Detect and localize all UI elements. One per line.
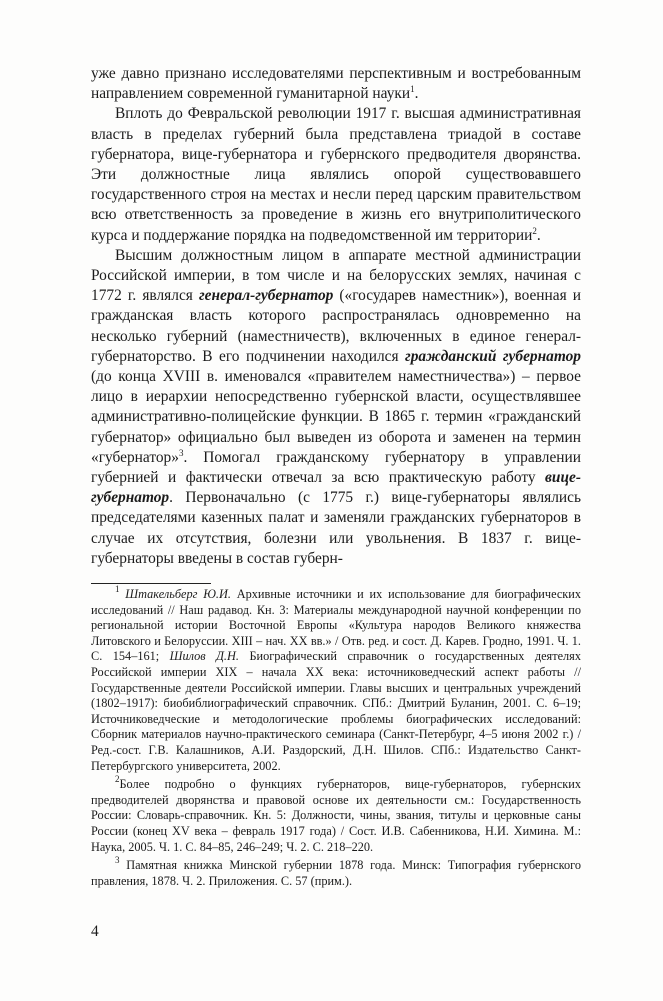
- footnote-1-text-1: Архивные источники и их использование для биографических исследований // Наш радавод. Кн. 3: Материалы международной научной конференции по региональной истории Восточной Европы «Культура народов Великого княжества Литовского и Белоруссии. XIII – нач. XX вв.» / Отв. ред. и сост. Д. Карев. Гродно, 1991. Ч. 1. С. 154–161;: [91, 587, 582, 664]
- term-vice-governor: вице-губернатор: [91, 469, 581, 507]
- paragraph-3-text-a: Высшим должностным лицом в аппарате местной администрации Российской империи, в том числе и на белорусских землях, начиная с 1772 г. являлся: [91, 246, 581, 305]
- footnote-2-mark: 2: [115, 774, 120, 785]
- footnote-2: [91, 774, 581, 855]
- term-civil-governor: гражданский губернатор: [405, 347, 581, 365]
- footnote-divider: [91, 583, 211, 584]
- footnote-1-text-2: Биографический справочник о государственных деятелях Российской империи XIX – начала XX века: источниковедческий аспект работы // Государственные деятели Российской империи. Главы высших и центральных учреждений (1802–1917): биобиблиографический справочник. СПб.: Дмитрий Буланин, 2001. С. 6–19; Источниковедческие и методологические проблемы биографических исследований: Сборник материалов научно-практического семинара (Санкт-Петербург, 4–5 июня 2002 г.) / Ред.-сост. Г.В. Калашников, А.И. Раздорский, Д.Н. Шилов. СПб.: Издательство Санкт-Петербургского университета, 2002.: [91, 649, 581, 773]
- footnote-2-text: Более подробно о функциях губернаторов, вице-губернаторов, губернских предводителей дворянства и правовой основе их деятельности см.: Государственность России: Словарь-справочник. Кн. 5: Должности, чины, звания, титулы и церковные саны России (конец XV века – февраль 1917 года) / Сост. И.В. Сабенникова, Н.И. Химина. М.: Наука, 2005. Ч. 1. С. 84–85, 246–249; Ч. 2. С. 218–220.: [91, 777, 581, 854]
- paragraph-3: [91, 246, 581, 569]
- paragraph-3-text-d: . Помогал гражданскому губернатору в управлении губернией и фактически отвечал за всю практическую работу: [91, 448, 581, 487]
- footnote-ref-3[interactable]: 3: [178, 447, 184, 458]
- footnote-1-author-1: Штакельберг Ю.И.: [125, 587, 231, 602]
- footnote-ref-2[interactable]: 2: [532, 225, 537, 236]
- footnote-1-author-2: Шилов Д.Н.: [169, 649, 239, 664]
- paragraph-3-text-c: (до конца XVIII в. именовался «правителем наместничества») – первое лицо в иерархии непосредственно губернской власти, осуществлявшее административно-полицейские функции. В 1865 г. термин «гражданский губернатор» официально был выведен из оборота и заменен на термин «губернатор»: [91, 368, 581, 466]
- footnote-1-mark: 1: [115, 584, 120, 595]
- footnote-3-text: Памятная книжка Минской губернии 1878 года. Минск: Типография губернского правления, 1878. Ч. 2. Приложения. С. 57 (прим.).: [91, 858, 581, 888]
- footnote-3: [91, 855, 581, 889]
- term-governor-general: генерал-губернатор: [198, 287, 334, 305]
- paragraph-3-text-e: . Первоначально (с 1775 г.) вице-губернаторы являлись председателями казенных палат и заменяли гражданских губернаторов в случае их отсутствия, болезни или увольнения. В 1837 г. вице-губернаторы введены в состав губерн-: [91, 489, 581, 567]
- footnote-ref-1[interactable]: 1: [410, 84, 415, 95]
- paragraph-2: Вплоть до Февральской революции 1917 г. высшая административная власть в пределах губерний была представлена триадой в составе губернатора, вице-губернатора и губернского предводителя дворянства. Эти должностные лица являлись опорой существовавшего государственного строя на местах и несли перед царским правительством всю ответственность за проведение в жизнь его внутриполитического курса и поддержание порядка на подведомственной им территории$^2$.: [91, 105, 581, 244]
- paragraph-1: уже давно признано исследователями перспективным и востребованным направлением современной гуманитарной науки$^1$.: [91, 65, 581, 103]
- footnote-1: [91, 584, 582, 774]
- footnotes: [91, 584, 582, 889]
- footnote-3-mark: 3: [115, 855, 120, 866]
- page-content: [91, 64, 581, 889]
- paragraph-3-text-b: («государев наместник»), военная и гражданская власть которого распространялась одновременно на несколько губерний (наместничеств), включенных в единое генерал-губернаторство. В его подчинении находился: [91, 287, 581, 365]
- paragraph-1-text: уже давно признано исследователями перспективным и востребованным направлением современной гуманитарной науки: [91, 65, 581, 103]
- main-text: [91, 64, 581, 569]
- page-number: 4: [91, 923, 99, 940]
- paragraph-2-text: Вплоть до Февральской революции 1917 г. высшая административная власть в пределах губерний была представлена триадой в составе губернатора, вице-губернатора и губернского предводителя дворянства. Эти должностные лица являлись опорой существовавшего государственного строя на местах и несли перед царским правительством всю ответственность за проведение в жизнь его внутриполитического курса и поддержание порядка на подведомственной им территории: [91, 105, 581, 244]
